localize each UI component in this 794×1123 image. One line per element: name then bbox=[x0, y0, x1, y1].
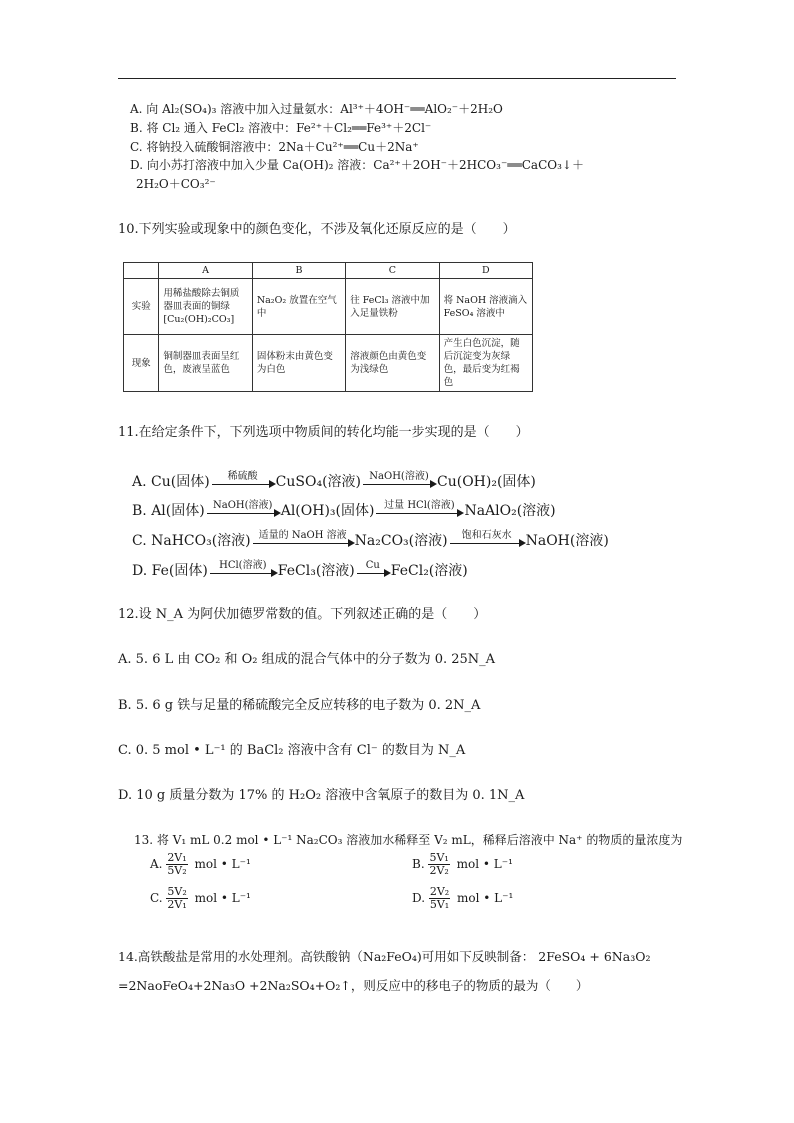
intermediate: Na₂CO₃(溶液) bbox=[354, 533, 448, 549]
q11-option-c bbox=[132, 529, 609, 550]
reactant: A. Cu(固体) bbox=[132, 474, 210, 490]
arrow-condition: 适量的 NaOH 溶液 bbox=[258, 529, 347, 541]
table-cell: 产生白色沉淀，随后沉淀变为灰绿色，最后变为红褐色 bbox=[439, 335, 532, 392]
arrow-condition: 饱和石灰水 bbox=[461, 529, 512, 541]
fraction bbox=[428, 852, 449, 877]
reaction-arrow bbox=[210, 559, 276, 574]
fraction-denominator: 5V₁ bbox=[429, 898, 450, 911]
q13-option-a bbox=[150, 852, 251, 877]
arrow-condition: NaOH(溶液) bbox=[212, 499, 273, 511]
fraction-denominator: 5V₂ bbox=[167, 864, 187, 877]
table-cell: 用稀盐酸除去铜质器皿表面的铜绿[Cu₂(OH)₂CO₃] bbox=[159, 279, 252, 335]
fraction bbox=[166, 852, 187, 877]
fraction bbox=[166, 886, 187, 911]
header-rule bbox=[118, 78, 676, 79]
intermediate: CuSO₄(溶液) bbox=[275, 474, 362, 490]
q13-stem: 13. 将 V₁ mL 0.2 mol • L⁻¹ Na₂CO₃ 溶液加水稀释至 V₂ mL，稀释后溶液中 Na⁺ 的物质的量浓度为 bbox=[134, 833, 683, 847]
product: Cu(OH)₂(固体) bbox=[437, 474, 536, 490]
table-row bbox=[124, 335, 533, 392]
q11-option-a bbox=[132, 470, 536, 491]
reactant: C. NaHCO₃(溶液) bbox=[132, 533, 251, 549]
fraction-denominator: 2V₂ bbox=[429, 864, 449, 877]
product: NaAlO₂(溶液) bbox=[464, 503, 556, 519]
q12-option-d: D. 10 g 质量分数为 17% 的 H₂O₂ 溶液中含氧原子的数目为 0. 1N_A bbox=[118, 788, 525, 803]
q9-option-d-cont: 2H₂O＋CO₃²⁻ bbox=[136, 177, 216, 191]
option-unit: mol • L⁻¹ bbox=[456, 857, 513, 871]
option-unit: mol • L⁻¹ bbox=[457, 891, 514, 905]
arrow-condition: Cu bbox=[365, 559, 380, 571]
reaction-arrow bbox=[207, 499, 279, 514]
q13-option-b bbox=[412, 852, 513, 877]
fraction-numerator: 5V₂ bbox=[167, 885, 187, 898]
table-header-row bbox=[124, 263, 533, 279]
q11-option-d bbox=[132, 559, 468, 580]
reactant: D. Fe(固体) bbox=[132, 563, 208, 579]
table-cell: 现象 bbox=[124, 335, 159, 392]
q12-stem: 12.设 N_A 为阿伏加德罗常数的值。下列叙述正确的是（ ） bbox=[118, 607, 487, 622]
option-label: D. bbox=[412, 891, 426, 905]
table-cell bbox=[124, 263, 159, 279]
reaction-arrow bbox=[450, 529, 524, 544]
arrow-condition: 过量 HCl(溶液) bbox=[384, 499, 455, 511]
reaction-arrow bbox=[376, 499, 462, 514]
fraction-numerator: 2V₁ bbox=[167, 851, 187, 864]
table-cell: D bbox=[439, 263, 532, 279]
table-cell: 实验 bbox=[124, 279, 159, 335]
q12-option-a: A. 5. 6 L 由 CO₂ 和 O₂ 组成的混合气体中的分子数为 0. 25N_A bbox=[118, 652, 496, 667]
reaction-arrow bbox=[253, 529, 353, 544]
arrow-condition: 稀硫酸 bbox=[227, 470, 258, 482]
fraction bbox=[429, 886, 450, 911]
table-cell: 将 NaOH 溶液滴入 FeSO₄ 溶液中 bbox=[439, 279, 532, 335]
intermediate: FeCl₃(溶液) bbox=[277, 563, 355, 579]
q14-line-1: 14.高铁酸盐是常用的水处理剂。高铁酸钠（Na₂FeO₄)可用如下反映制备： 2FeSO₄ + 6Na₃O₂ bbox=[118, 949, 651, 964]
q11-option-b bbox=[132, 499, 556, 520]
table-cell: Na₂O₂ 放置在空气中 bbox=[252, 279, 345, 335]
table-cell: 固体粉末由黄色变为白色 bbox=[252, 335, 345, 392]
option-label: B. bbox=[412, 857, 425, 871]
q9-option-c: C. 将钠投入硫酸铜溶液中：2Na＋Cu²⁺══Cu＋2Na⁺ bbox=[130, 140, 419, 154]
table-cell: 往 FeCl₃ 溶液中加入足量铁粉 bbox=[346, 279, 439, 335]
q12-option-c: C. 0. 5 mol • L⁻¹ 的 BaCl₂ 溶液中含有 Cl⁻ 的数目为 N_A bbox=[118, 743, 466, 758]
q9-option-b: B. 将 Cl₂ 通入 FeCl₂ 溶液中：Fe²⁺＋Cl₂══Fe³⁺＋2Cl⁻ bbox=[130, 121, 432, 135]
table-cell: 铜制器皿表面呈红色，废液呈蓝色 bbox=[159, 335, 252, 392]
arrow-condition: HCl(溶液) bbox=[219, 559, 267, 571]
table-cell: 溶液颜色由黄色变为浅绿色 bbox=[346, 335, 439, 392]
option-label: C. bbox=[150, 891, 163, 905]
fraction-numerator: 5V₁ bbox=[429, 851, 449, 864]
q10-table bbox=[123, 262, 533, 392]
q9-option-d: D. 向小苏打溶液中加入少量 Ca(OH)₂ 溶液：Ca²⁺＋2OH⁻＋2HCO₃⁻══CaCO₃↓＋ bbox=[130, 158, 584, 172]
option-unit: mol • L⁻¹ bbox=[194, 857, 251, 871]
q13-option-d bbox=[412, 886, 513, 911]
table-cell: A bbox=[159, 263, 252, 279]
q11-stem: 11.在给定条件下，下列选项中物质间的转化均能一步实现的是（ ） bbox=[118, 425, 529, 440]
q9-option-a: A. 向 Al₂(SO₄)₃ 溶液中加入过量氨水：Al³⁺＋4OH⁻══AlO₂⁻＋2H₂O bbox=[130, 102, 503, 116]
q14-line-2: =2NaoFeO₄+2Na₃O +2Na₂SO₄+O₂↑，则反应中的移电子的物质的最为（ ） bbox=[118, 978, 589, 993]
fraction-numerator: 2V₂ bbox=[429, 885, 450, 898]
q10-stem: 10.下列实验或现象中的颜色变化，不涉及氧化还原反应的是（ ） bbox=[118, 222, 516, 237]
reaction-arrow bbox=[212, 470, 274, 485]
option-label: A. bbox=[150, 857, 163, 871]
option-unit: mol • L⁻¹ bbox=[194, 891, 251, 905]
reaction-arrow bbox=[363, 470, 435, 485]
table-cell: C bbox=[346, 263, 439, 279]
table-cell: B bbox=[252, 263, 345, 279]
q13-option-c bbox=[150, 886, 251, 911]
reactant: B. Al(固体) bbox=[132, 503, 205, 519]
arrow-condition: NaOH(溶液) bbox=[369, 470, 429, 482]
intermediate: Al(OH)₃(固体) bbox=[280, 503, 375, 519]
fraction-denominator: 2V₁ bbox=[167, 898, 187, 911]
product: NaOH(溶液) bbox=[525, 533, 609, 549]
table-row bbox=[124, 279, 533, 335]
q12-option-b: B. 5. 6 g 铁与足量的稀硫酸完全反应转移的电子数为 0. 2N_A bbox=[118, 698, 481, 713]
product: FeCl₂(溶液) bbox=[390, 563, 468, 579]
reaction-arrow bbox=[357, 559, 389, 574]
